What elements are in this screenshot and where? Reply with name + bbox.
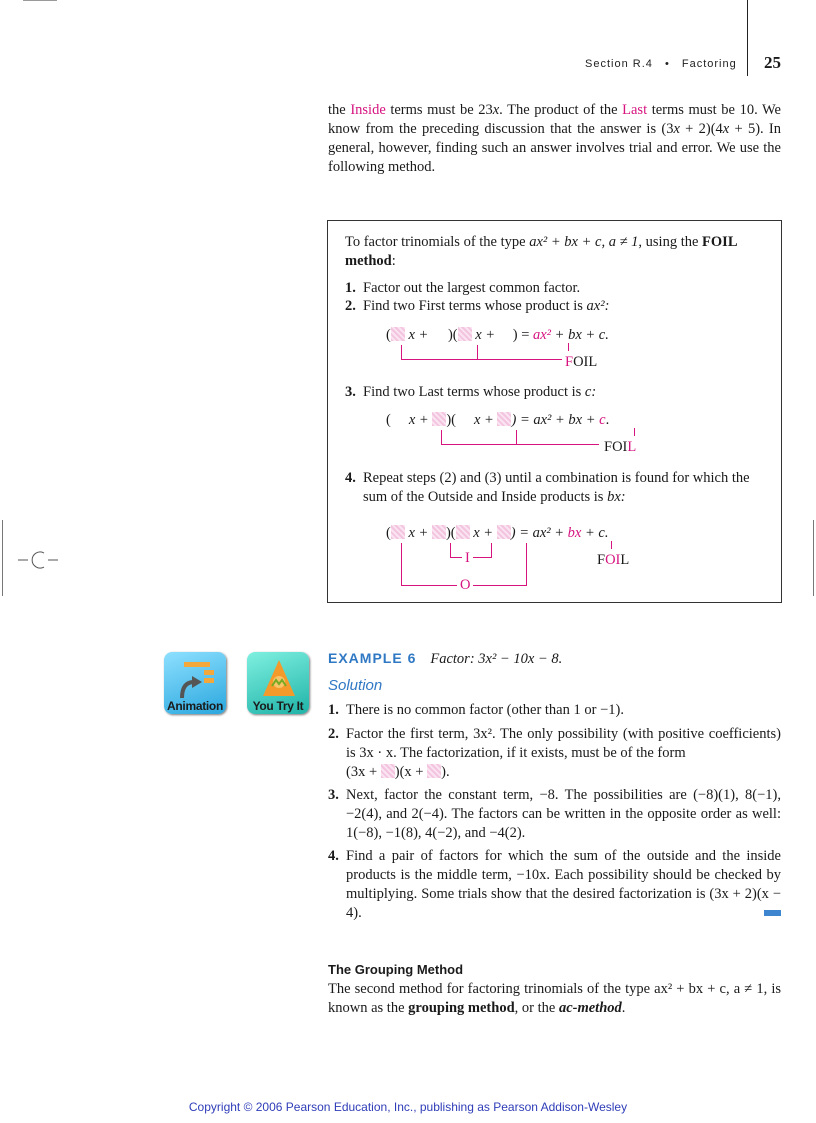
foil-method-term: FOIL method — [345, 234, 737, 269]
intro-text-1: the — [328, 102, 351, 118]
foil-foi: FOI — [604, 439, 628, 455]
foil-diagram-last-terms: ( x + )( x + ) = ax² + bx + c. — [386, 412, 610, 428]
topic-label: Factoring — [681, 58, 737, 70]
form-part-b: )(x + — [394, 764, 428, 780]
placeholder-box — [432, 525, 446, 539]
item-number: 1. — [328, 702, 339, 718]
you-try-it-icon — [259, 656, 299, 698]
grouping-heading: The Grouping Method — [328, 962, 464, 977]
item-number: 2. — [328, 726, 339, 742]
form-part-a: (3x + — [346, 764, 381, 780]
diagram-term: x + — [474, 412, 494, 428]
step-number: 1. — [345, 280, 356, 296]
step-expr: bx: — [607, 489, 626, 505]
diagram-rhs: ) = ax² + — [510, 525, 568, 541]
form-part-c: ). — [441, 764, 450, 780]
method-intro-colon: : — [391, 253, 396, 269]
you-try-it-label: You Try It — [252, 699, 304, 713]
method-step-1 — [345, 279, 765, 298]
step-expr: ax²: — [586, 298, 610, 314]
foil-label-2 — [604, 438, 636, 457]
placeholder-box — [456, 525, 470, 539]
grouping-text-b: , or the — [514, 1000, 559, 1016]
step-text: Find two First terms whose product is — [363, 298, 587, 314]
diagram-rhs: ) = ax² + bx + — [511, 412, 600, 428]
diagram-term: x + — [475, 327, 496, 343]
foil-l: L — [620, 552, 630, 568]
example-heading — [328, 650, 562, 669]
diagram-term: x + — [408, 412, 429, 428]
step-text: Factor out the largest common factor. — [363, 280, 581, 296]
foil-f: F — [565, 354, 574, 370]
placeholder-box — [432, 412, 446, 426]
registration-mark — [18, 550, 58, 570]
intro-text-6: + 5). In general, however, finding such an answer involves trial and error. We use the following method. — [328, 121, 781, 175]
foil-diagram-first-terms: ( x + )( x + ) = ax² + bx + c. — [386, 327, 609, 343]
item-text: Factor the first term, 3x². The only possibility (with positive coefficients) is 3x · x. The factorization, if it exists, must be of the form — [346, 726, 781, 761]
item-text: Find a pair of factors for which the sum of the outside and the inside products is the middle term, −10x. Each possibility should be checked by multiplying. Some trials show that the desired factorization is (3x + 2)(x − 4). — [346, 848, 781, 921]
solution-item-3 — [328, 786, 781, 843]
item-number: 4. — [328, 848, 339, 864]
placeholder-box — [497, 412, 511, 426]
diagram-rest: + c. — [581, 525, 609, 541]
diagram-ax2: ax² — [533, 327, 552, 343]
foil-label-3 — [597, 551, 629, 570]
copyright-notice: Copyright © 2006 Pearson Education, Inc., publishing as Pearson Addison-Wesley — [188, 1100, 628, 1114]
placeholder-box — [427, 764, 441, 778]
intro-var-x: x — [492, 102, 500, 118]
margin-rule-left — [2, 520, 3, 596]
bx-tick — [611, 541, 612, 549]
grouping-text-c: . — [621, 1000, 626, 1016]
placeholder-box — [458, 327, 472, 341]
last-bracket-mid — [516, 430, 517, 444]
inside-word: Inside — [350, 102, 386, 118]
method-type-expr: ax² + bx + c, a ≠ 1 — [529, 234, 639, 250]
placeholder-box — [391, 327, 405, 341]
intro-text-5: + 2)(4 — [679, 121, 723, 137]
first-tick — [568, 343, 569, 351]
step-expr: c: — [584, 384, 597, 400]
margin-rule-right — [813, 520, 814, 596]
foil-f: F — [597, 552, 606, 568]
last-word: Last — [622, 102, 648, 118]
header-rule-right — [747, 0, 748, 76]
method-step-4 — [345, 469, 765, 507]
foil-l: L — [627, 439, 637, 455]
crop-mark-top — [23, 0, 57, 1]
grouping-paragraph — [328, 980, 781, 1018]
solution-item-2 — [328, 725, 781, 782]
placeholder-box — [497, 525, 511, 539]
solution-item-4 — [328, 847, 781, 923]
foil-oi: OI — [605, 552, 621, 568]
method-step-2 — [345, 297, 765, 316]
item-number: 3. — [328, 787, 339, 803]
example-prompt: Factor: 3x² − 10x − 8. — [430, 651, 563, 667]
step-text: Find two Last terms whose product is — [363, 384, 585, 400]
solution-item-1 — [328, 701, 781, 720]
foil-label-1 — [565, 353, 597, 372]
intro-text-2: terms must be 23 — [385, 102, 493, 118]
step-number: 2. — [345, 298, 356, 314]
end-of-example-marker — [764, 910, 781, 916]
foil-diagram-combination: ( x + )( x + ) = ax² + bx + c. — [386, 525, 609, 541]
foil-oil: OIL — [573, 354, 598, 370]
outside-label: O — [457, 576, 473, 595]
diagram-c: c — [599, 412, 606, 428]
intro-text-4: terms must be 10. We know from the preceding discussion that the answer is (3 — [328, 102, 781, 137]
you-try-it-button[interactable] — [247, 652, 309, 714]
inside-label: I — [462, 549, 473, 568]
animation-button[interactable] — [164, 652, 226, 714]
step-text: Repeat steps (2) and (3) until a combination is found for which the sum of the Outside and Inside products is — [363, 470, 750, 505]
diagram-bx: bx — [567, 525, 582, 541]
solution-label: Solution — [328, 677, 383, 694]
diagram-rest: + bx + c. — [551, 327, 609, 343]
step-number: 4. — [345, 470, 356, 486]
diagram-term: x + — [408, 327, 429, 343]
grouping-method-term: grouping method — [408, 1000, 515, 1016]
method-intro — [345, 233, 770, 271]
first-bracket-mid — [477, 345, 478, 359]
last-bracket — [441, 430, 599, 445]
method-intro-text-b: , using the — [638, 234, 703, 250]
running-header — [585, 58, 737, 70]
step-number: 3. — [345, 384, 356, 400]
method-intro-text: To factor trinomials of the type — [345, 234, 530, 250]
ac-method-term: ac-method — [558, 1000, 622, 1016]
header-bullet: • — [664, 58, 670, 70]
method-step-3 — [345, 383, 765, 402]
example-tag: EXAMPLE 6 — [328, 650, 417, 666]
animation-icon — [176, 660, 216, 700]
animation-label: Animation — [167, 699, 223, 713]
foil-method-box — [327, 220, 782, 603]
diagram-term: x + — [408, 525, 429, 541]
last-tick — [634, 428, 635, 436]
placeholder-box — [381, 764, 395, 778]
item-text: There is no common factor (other than 1 or −1). — [346, 702, 624, 718]
diagram-term: x + — [473, 525, 494, 541]
diagram-dot: . — [605, 412, 610, 428]
item-text: Next, factor the constant term, −8. The possibilities are (−8)(1), 8(−1), −2(4), and 2(−4). The factors can be written in the opposite order as well: 1(−8), −1(8), 4(−2), and −4(2). — [346, 787, 781, 841]
section-label: Section R.4 — [585, 58, 653, 70]
intro-text-3: . The product of the — [499, 102, 623, 118]
page-number: 25 — [764, 53, 781, 72]
placeholder-box — [391, 525, 405, 539]
first-bracket — [401, 345, 562, 360]
diagram-equals: ) = — [512, 327, 533, 343]
intro-paragraph: the Inside terms must be 23x. The product of the Last terms must be 10. We know from the preceding discussion that the answer is (3x + 2)(4x + 5). In general, however, finding such an answer involves trial and error. We use the following method. — [328, 102, 781, 175]
grouping-text-a: The second method for factoring trinomials of the type ax² + bx + c, a ≠ 1, is known as the — [328, 981, 781, 1016]
